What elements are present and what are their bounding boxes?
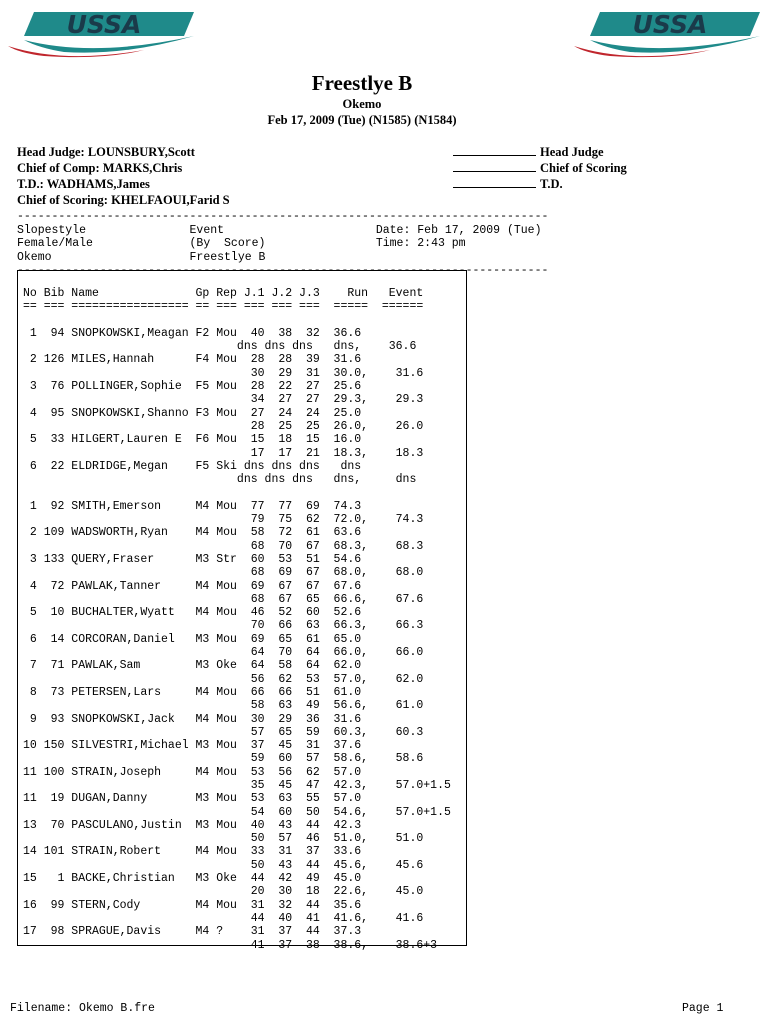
technical-delegate: T.D.: WADHAMS,James — [17, 177, 150, 191]
signature-chief-of-scoring: Chief of Scoring — [453, 160, 627, 176]
chief-of-scoring: Chief of Scoring: KHELFAOUI,Farid S — [17, 193, 230, 207]
svg-text:USSA: USSA — [632, 10, 708, 39]
head-judge: Head Judge: LOUNSBURY,Scott — [17, 145, 195, 159]
venue: Okemo — [342, 97, 382, 111]
document-title: Freestlye B — [311, 71, 413, 95]
ussa-logo-right — [570, 6, 768, 64]
ussa-logo-left — [4, 6, 202, 64]
signature-td: T.D. — [453, 176, 563, 192]
svg-text:USSA: USSA — [66, 10, 142, 39]
signature-head-judge: Head Judge — [453, 144, 604, 160]
chief-of-comp: Chief of Comp: MARKS,Chris — [17, 161, 183, 175]
footer-filename: Filename: Okemo B.fre — [10, 1002, 155, 1015]
results-text: No Bib Name Gp Rep J.1 J.2 J.3 Run Event == === ================= == === === === === ===== ====== 1 94 SNOPKOWSKI,Meagan F2 Mou 40 38 32 36.6 dns dns dns dns, 36.6 2 126 MILES,Hannah F4 Mou 28 28 39 31.6 30 29 31 30.0, 31.6 3 76 POLLINGER,Sophie F5 Mou 28 22 27 25.6 34 27 27 29.3, 29.3 4 95 SNOPKOWSKI,Shanno F3 Mou 27 24 24 25.0 28 25 25 26.0, 26.0 5 33 HILGERT,Lauren E F6 Mou 15 18 15 16.0 17 17 21 18.3, 18.3 6 22 ELDRIDGE,Megan F5 Ski dns dns dns dns dns dns dns dns, dns 1 92 SMITH,Emerson M4 Mou 77 77 69 74.3 79 75 62 72.0, 74.3 2 109 WADSWORTH,Ryan M4 Mou 58 72 61 63.6 68 70 67 68.3, 68.3 3 133 QUERY,Fraser M3 Str 60 53 51 54.6 68 69 67 68.0, 68.0 4 72 PAWLAK,Tanner M4 Mou 69 67 67 67.6 68 67 65 66.6, 67.6 5 10 BUCHALTER,Wyatt M4 Mou 46 52 60 52.6 70 66 63 66.3, 66.3 6 14 CORCORAN,Daniel M3 Mou 69 65 61 65.0 64 70 64 66.0, 66.0 7 71 PAWLAK,Sam M3 Oke 64 58 64 62.0 56 62 53 57.0, 62.0 8 73 PETERSEN,Lars M4 Mou 66 66 51 61.0 58 63 49 56.6, 61.0 9 93 SNOPKOWSKI,Jack M4 Mou 30 29 36 31.6 57 65 59 60.3, 60.3 10 150 SILVESTRI,Michael M3 Mou 37 45 31 37.6 59 60 57 58.6, 58.6 11 100 STRAIN,Joseph M4 Mou 53 56 62 57.0 35 45 47 42.3, 57.0+1.5 11 19 DUGAN,Danny M3 Mou 53 63 55 57.0 54 60 50 54.6, 57.0+1.5 13 70 PASCULANO,Justin M3 Mou 40 43 44 42.3 50 57 46 51.0, 51.0 14 101 STRAIN,Robert M4 Mou 33 31 37 33.6 50 43 44 45.6, 45.6 15 1 BACKE,Christian M3 Oke 44 42 49 45.0 20 30 18 22.6, 45.0 16 99 STERN,Cody M4 Mou 31 32 44 35.6 44 40 41 41.6, 41.6 17 98 SPRAGUE,Davis M4 ? 31 37 44 37.3 41 37 38 38.6, 38.6+3 — [23, 287, 451, 952]
footer-page: Page 1 — [682, 1002, 724, 1015]
event-meta: ----------------------------------------------------------------------------- Slopestyle Event Date: Feb 17, 2009 (Tue) Female/Male (By Score) Time: 2:43 pm Okemo Freestlye B ----------------------------------------------------------------------------- — [17, 210, 549, 277]
date-line: Feb 17, 2009 (Tue) (N1585) (N1584) — [267, 113, 457, 127]
results-table — [17, 270, 467, 952]
